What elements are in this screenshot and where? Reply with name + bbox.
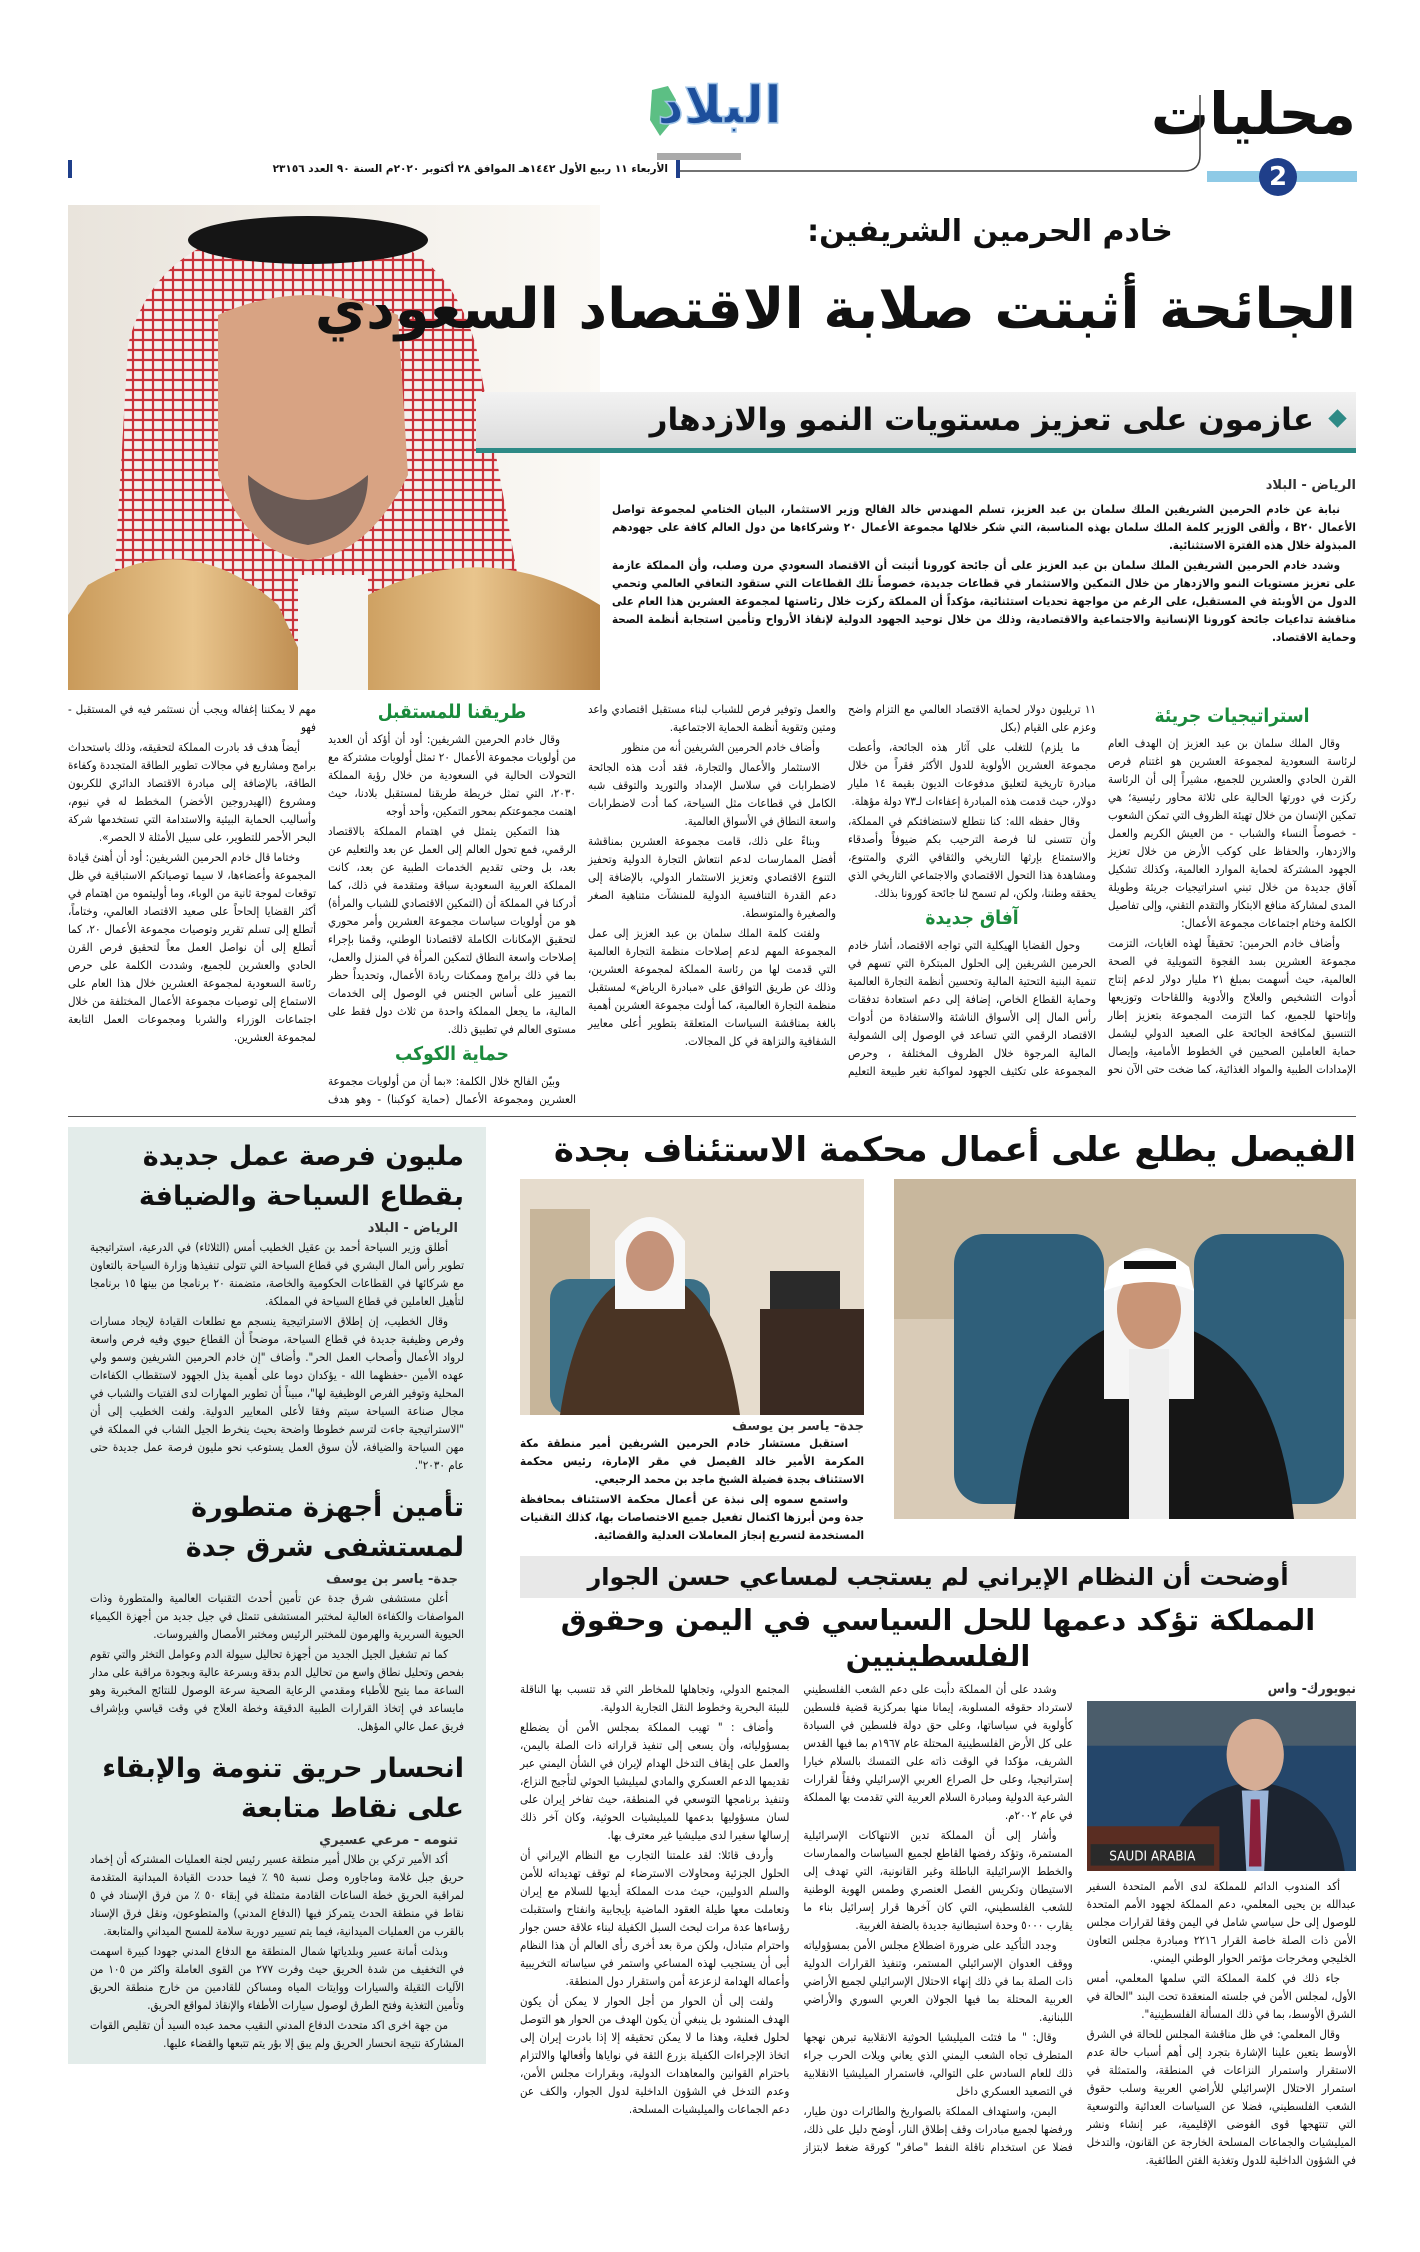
column-paragraph: هذا التمكين يتمثل في اهتمام المملكة بالاقتصاد الرقمي، فمع تحول العالم إلى العمل عن بعد والتعليم عن بعد، بل وحتى تقديم الخدمات الطبية عن بعد، كانت المملكة العربية السعودية سباقة ومتقدمة في ذلك، كما أدركنا في المملكة أن (التمكين الاقتصادي للشباب والمرأة) هو من أولويات سياسات مجموعة العشرين وأمر محوري لتحقيق الإمكانات الكاملة لاقتصادنا الوطني، وقمنا بإجراء إصلاحات واسعة النطاق لتمكين المرأة في المنزل والعمل، بما في ذلك برامج وممكنات ريادة الأعمال، وتحديداً حظر التمييز على أساس الجنس في الوصول إلى الخدمات المالية، ما يجعل المملكة واحدة من ثلاث دول فقط على مستوى العالم في تطبيق ذلك. xyxy=(328,824,576,1036)
headline-line: على نقاط متابعة xyxy=(241,1793,464,1824)
column-paragraph: أيضاً هدف قد بادرت المملكة لتحقيقه، وذلك باستحداث برامج ومشاريع في مجالات تطوير الطاقة المتجددة وكفاءة الطاقة، بالإضافة إلى مبادرة الاقتصاد الدائري للكربون ومشروع (الهيدروجين الأخضر) المخطط له في نيوم، وأساليب الحماية البيئية والاستدامة التي تستخدمها شركة البحر الأحمر للتطوير، على سبيل الأمثلة لا الحصر». xyxy=(68,740,316,844)
side-story-dateline: جدة- ياسر بن يوسف xyxy=(325,1572,458,1587)
logo-underbar xyxy=(657,153,741,160)
column-paragraph: أكد المندوب الدائم للمملكة لدى الأمم المتحدة السفير عبدالله بن يحيى المعلمي، دعم المملكة لجهود الأمم المتحدة للوصول إلى حل سياسي شامل في اليمن وفقا لقرارات مجلس الأمن ذات الصلة خاصة القرار ٢٢١٦ ومبادرة مجلس التعاون الخليجي ومخرجات مؤتمر الحوار الوطني اليمني. xyxy=(1086,1879,1356,1965)
column-subheading: حماية الكوكب xyxy=(395,1043,509,1065)
faisal-photo xyxy=(894,1179,1356,1519)
column-paragraph: وقال المعلمي: في ظل مناقشة المجلس للحالة في الشرق الأوسط يتعين علينا الإشارة بتجرد إلى أهم أسباب حالة عدم الاستقرار واستمرار النزاعات في المنطقة، والمتمثلة في استمرار الاحتلال الإسرائيلي للأراضي العربية وسلب حقوق الشعب الفلسطيني، فضلا عن السياسات العدائية والتوسعية التي تنتهجها قوى الفوضى الإقليمية، عبر إنشاء ونشر الميليشيات والجماعات المسلحة الخارجة عن القانون، والتدخل في الشؤون الداخلية للدول وتغذية الفتن الطائفية. xyxy=(1086,2027,1356,2167)
column-paragraph: وجدد التأكيد على ضرورة اضطلاع مجلس الأمن بمسؤولياته ووقف العدوان الإسرائيلي المستمر، وتنفيذ القرارات الدولية ذات الصلة بما في ذلك إنهاء الاحتلال الإسرائيلي لجميع الأراضي العربية المحتلة بما فيها الجولان العربي السوري والأراضي اللبنانية. xyxy=(803,1938,1073,2024)
column-subheading: طريقنا للمستقبل xyxy=(377,701,527,723)
column-paragraph: وختاما قال خادم الحرمين الشريفين: أود أن أهنئ قيادة المجموعة وأعضاءها، لا سيما توصياتكم الاستباقية في ظل توقعات لموجة ثانية من الوباء، وما أوليتموه من اهتمام في أكثر القضايا إلحاحاً على صعيد الاقتصاد العالمي، وختاماً، أتطلع إلى تسلم تقرير وتوصيات مجموعة الأعمال ٢٠، كما أتطلع إلى أن نواصل العمل معاً لتحقيق فرص القرن الحادي والعشرين للجميع، وشددت الكلمة على حرص رئاسة السعودية لمجموعة العشرين خلال هذا العام على الاستماع إلى توصيات مجموعة الأعمال المختلفة من خلال اجتماعات الوزراء والشربا ومجموعات العمل التابعة لمجموعة العشرين. xyxy=(68,850,316,1044)
faisal-row xyxy=(520,1179,1356,1546)
nameplate-text: SAUDI ARABIA xyxy=(1108,1849,1196,1865)
faisal-paragraph: استقبل مستشار خادم الحرمين الشريفين أمير منطقة مكة المكرمة الأمير خالد الفيصل في مقر الإمارة، رئيس محكمة الاستئناف بجدة فضيلة الشيخ ماجد بن محمد الرجيعي. xyxy=(520,1436,864,1486)
side-story-body xyxy=(90,1238,464,1474)
column-paragraph: وقال الملك سلمان بن عبد العزيز إن الهدف العام لرئاسة السعودية لمجموعة العشرين هو اغتنام فرص القرن الحادي والعشرين للجميع، مشيراً إلى أن الرئاسة ركزت في دورتها الحالية على ثلاثة محاور رئيسية؛ هي تمكين الإنسان من خلال تهيئة الظروف التي تمكن الشعوب - خصوصاً النساء والشباب - من العيش الكريم والعمل والازدهار، والحفاظ على كوكب الأرض من خلال تعزيز الجهود المشتركة لحماية الموارد العالمية، وكذلك تشكيل آفاق جديدة من خلال تبني استراتيجيات جريئة وطويلة المدى لمشاركة منافع الابتكار والتقدم التقني، وإلى تفاصيل الكلمة وختام اجتماعات مجموعة الأعمال: xyxy=(1108,736,1356,930)
yemen-kicker-band xyxy=(520,1556,1356,1598)
column-subheading: آفاق جديدة xyxy=(925,907,1019,929)
diamond-icon xyxy=(1328,409,1346,427)
faisal-guest-photo xyxy=(520,1179,864,1415)
column-paragraph: وقال خادم الحرمين الشريفين: أود أن أؤكد أن العديد من أولويات مجموعة الأعمال ٢٠ تمثل أولويات مشتركة مع التحولات الحالية في السعودية من خلال رؤية المملكة ٢٠٣٠، التي تمثل خريطة طريقنا لمستقبل بلادنا، حيث اهتمت مجموعتكم بمحور التمكين، وأحد أوجه xyxy=(328,732,577,818)
lower-section xyxy=(68,1127,1356,2169)
page-number: 2 xyxy=(1268,162,1288,192)
yemen-body-columns xyxy=(520,1680,1356,2169)
column-paragraph: الاستثمار والأعمال والتجارة، فقد أدت هذه الجائحة لاضطرابات في سلاسل الإمداد والتوريد والتوقف شبه الكامل في قطاعات مثل السياحة، كما أدت لاضطرابات واسعة النطاق في الأسواق العالمية. xyxy=(588,760,836,828)
lead-headline: الجائحة أثبتت صلابة الاقتصاد السعودي xyxy=(314,277,1356,342)
faisal-headline: الفيصل يطلع على أعمال محكمة الاستئناف بجدة xyxy=(553,1130,1356,1170)
side-story-headline xyxy=(90,1749,464,1829)
column-paragraph: ولفتت كلمة الملك سلمان بن عبد العزيز إلى عمل المجموعة المهم لدعم إصلاحات منظمة التجارة العالمية التي قدمت لها من رئاسة المملكة لمجموعة العشرين، وذلك عن طريق التوافق على «مبادرة الرياض» لمستقبل منظمة التجارة العالمية، كما أولت مجموعة العشرين أهمية بالغة بمناقشة السياسات المتعلقة بتطوير أعلى معايير الشفافية والنزاهة في كل المجالات. xyxy=(588,926,836,1048)
column-paragraph: وقال: " ما فتئت الميليشيا الحوثية الانقلابية تبرهن نهجها المتطرف تجاه الشعب اليمني الذي يعاني ويلات الحرب جراء ذلك للعام السادس على التوالي، فاستمرار الميليشيا الانقلابية في التصعيد العسكري داخل xyxy=(803,2030,1073,2098)
lead-subheadline-band xyxy=(476,392,1356,453)
lead-intro-paragraph: وشدد خادم الحرمين الشريفين الملك سلمان بن عبد العزيز على أن جائحة كورونا أثبتت أن الاقتصاد السعودي مرن وصلب، وأن المملكة عازمة على تعزيز مستويات النمو والازدهار من خلال التمكين والاستثمار في قطاعات جديدة، خصوصاً تلك القطاعات التي ستقود التعافي العالمي وتحمي الدول من الأوبئة في المستقبل، على الرغم من مواجهة تحديات استثنائية، مؤكداً أن المملكة ركزت خلال رئاستها لمجموعة العشرين هذا العام على مناقشة تداعيات جائحة كورونا الإنسانية والاجتماعية والاقتصادية، وذلك من خلال توحيد الجهود الدولية لإنقاذ الأرواح وتأمين استجابة أنظمة الصحة وحماية الاقتصاد. xyxy=(612,558,1356,644)
side-story-dateline: تنومه - مرعي عسيري xyxy=(319,1833,458,1848)
side-story-paragraph: من جهة اخرى اكد متحدث الدفاع المدني النقيب محمد عبده السيد أن تقليص القوات المشاركة نتيجة انحسار الحريق ولم يبق إلا بؤر يتم تتبعها والقضاء عليها. xyxy=(90,2018,464,2050)
headline-line: لمستشفى شرق جدة xyxy=(185,1532,464,1563)
column-paragraph: وحول القضايا الهيكلية التي تواجه الاقتصاد، أشار خادم الحرمين الشريفين إلى الحلول المبتكرة التي تسهم في تنمية البنية التحتية المالية وتحسين أنظمة التجارة العالمية وحماية القطاع الخاص، إضافة إلى دعم استعادة تدفقات رأس المال إلى الأسواق الناشئة والاستفادة من أدوات الاقتصاد الرقمي التي تساعد في الوصول إلى الشمولية المالية المرجوة خلال الظروف المختلفة ، وحرص المجموعة على تكثيف الجهود لمواكبة تغير طبيعة التعليم والعمل وتوفير فرص للشباب لبناء مستقبل اقتصادي واعد ومتين وتقوية أنظمة الحماية الاجتماعية. xyxy=(588,702,1096,1078)
yemen-kicker: أوضحت أن النظام الإيراني لم يستجب لمساعي حسن الجوار xyxy=(587,1563,1289,1591)
side-story-dateline: الرياض - البلاد xyxy=(367,1221,458,1236)
headline-line: مليون فرصة عمل جديدة xyxy=(142,1141,464,1172)
faisal-body xyxy=(520,1434,864,1544)
logo-text: البلاد xyxy=(657,76,782,136)
lead-intro xyxy=(612,500,1356,648)
side-story-paragraph: وقال الخطيب، إن إطلاق الاستراتيجية ينسجم مع تطلعات القيادة لإيجاد مسارات وفرص وظيفية جديدة في قطاع السياحة، موضحاً أن القطاع حيوي وفيه فرص واسعة لرواد الأعمال وأصحاب العمل الحر". وأضاف "إن خادم الحرمين الشريفين وسمو ولي عهده الأمين -حفظهما الله - يؤكدان دوما على أهمية بذل الجهود لاستقطاب الكفاءات المحلية وتوفير الفرص الوظيفية لها"، مبيناً أن تطوير المهارات لدى الفتيات والشباب في مجال صناعة السياحة سيتم وفقا لأعلى المعايير الدولية. ولفت الخطيب إلى أن "الاستراتيجية جاءت لترسم خطوطا واضحة بحيث ينخرط الجيل الشاب في المملكة في مهن السياحة والضيافة، لأن سوق العمل يستوعب نحو مليون فرصة عمل جديدة حتى عام ٢٠٣٠". xyxy=(90,1314,464,1472)
side-story-paragraph: وبذلت أمانة عسير وبلدياتها شمال المنطقة مع الدفاع المدني جهودا كبيرة اسهمت في التخفيف من شدة الحريق حيث وفرت ٢٧٧ من القوى العاملة واكثر من ١٠٥ من الآليات الثقيلة والسيارات ووايتات المياه ومساكن للقادمين من خارج منطقة الحريق وتأمين التغذية وفتح الطرق لوصول سيارات الأطفاء والإنقاذ لمواقع الحريق. xyxy=(90,1944,464,2012)
yemen-headline: المملكة تؤكد دعمها للحل السياسي في اليمن وحقوق الفلسطينيين xyxy=(560,1603,1316,1673)
side-news-box xyxy=(68,1127,486,2064)
column-paragraph: وأشار إلى أن المملكة تدين الانتهاكات الإسرائيلية المستمرة، وتؤكد رفضها القاطع لجميع السياسات والممارسات والخطط الإسرائيلية الباطلة وغير القانونية، التي تهدف إلى الاستيطان وتكريس الفصل العنصري وطمس الهوية الوطنية للشعب الفلسطيني، التي كان آخرها قرار إسرائيل بناء ما يقارب ٥٠٠٠ وحدة استيطانية جديدة بالضفة الغربية. xyxy=(803,1828,1073,1932)
side-story-paragraph: كما تم تشغيل الجيل الجديد من أجهزة تحاليل سيولة الدم وعوامل التخثر والتي تقوم بفحص وتحليل نطاق واسع من تحاليل الدم بدقة وبسرعة عالية وبجودة مراقبة على مدار الساعة مما يتيح للأطباء ومقدمي الرعاية الصحية سرعة الوصول للنتائج المخبرية وهو مايساعد في إتخاذ القرارات الطبية الدقيقة وخطة العلاج في وقت قياسي وبإشراف فريق عمل عالي المؤهل. xyxy=(90,1647,464,1733)
issue-dateline-bar xyxy=(68,160,680,178)
section-divider xyxy=(68,1116,1356,1117)
column-paragraph: ولفت إلى أن الحوار من أجل الحوار لا يمكن أن يكون الهدف المنشود بل ينبغي أن يكون الهدف من الحوار هو التوصل لحلول فعلية، وهذا ما لا يمكن تحقيقه إلا إذا بادرت إيران إلى اتخاذ الإجراءات الكفيلة بزرع الثقة في نواياها وأفعالها والالتزام باحترام القوانين والمعاهدات الدولية، وبقرارات مجلس الأمن، وعدم التدخل في الشؤون الداخلية لدول الجوار، والكف عن دعم الجماعات والميليشيات المسلحة. xyxy=(520,1994,790,2116)
side-story-paragraph: أعلن مستشفى شرق جدة عن تأمين أحدث التقنيات العالمية والمتطورة وذات المواصفات والكفاءة العالية لمختبر المستشفى تتمثل في جيل جديد من أجهزة الكيمياء الحيوية السريرية والهرمون للمختبر الرئيس ومختبر الأمصال والفيروسات. xyxy=(90,1591,464,1641)
page-number-badge xyxy=(1259,158,1297,196)
headline-line: بقطاع السياحة والضيافة xyxy=(138,1181,464,1212)
faisal-dateline: جدة- ياسر بن يوسف xyxy=(731,1419,864,1434)
column-paragraph: جاء ذلك في كلمة المملكة التي سلمها المعلمي، أمس الأول، لمجلس الأمن في جلسته المنعقدة تحت البند "الحالة في الشرق الأوسط، بما في ذلك المسألة الفلسطينية". xyxy=(1086,1971,1356,2021)
side-story-paragraph: أكد الأمير تركي بن طلال أمير منطقة عسير رئيس لجنة العمليات المشتركه أن إخماد حريق جبل غلامة وماجاوره وصل نسبة ٩٥ ٪ فيما حددت القيادة الميدانية المتقدمة لمراقبة الحريق خطة الساعات القادمة متمثلة في إبقاء ٥٠ ٪ من فرق الإسناد في ٥ نقاط في منطقة الحدث يتمركز فيها (الدفاع المدني) والمتطوعون، ونقل فرق الإسناد بالقرب من العمليات الميدانية، فيما يتم تسيير دورية سلامة للمسح الميداني والمتابعة. xyxy=(90,1852,464,1938)
faisal-paragraph: واستمع سموه إلى نبذة عن أعمال محكمة الاستئناف بمحافظة جدة ومن أبرزها اكتمال تفعيل جميع الاختصاصات بها، كذلك التقنيات المستخدمة لتسريع إنجاز المعاملات العدلية والقضائية. xyxy=(520,1492,864,1542)
top-zone xyxy=(0,0,1420,700)
side-story-body xyxy=(90,1850,464,2052)
lead-dateline: الرياض - البلاد xyxy=(1265,478,1356,493)
page-bottom-spacer xyxy=(0,2169,1420,2177)
column-paragraph: وبيّن الفالح خلال الكلمة: «بما أن من أولويات مجموعة العشرين ومجموعة الأعمال (حماية كوكبنا) - وهو هدف مهم لا يمكننا إغفاله ويجب أن نستثمر فيه في المستقبل - فهو xyxy=(68,702,576,1106)
issue-dateline: الأربعاء ١١ ربيع الأول ١٤٤٢هـ الموافق ٢٨ أكتوبر ٢٠٢٠م السنة ٩٠ العدد ٢٣١٥٦ xyxy=(272,163,668,175)
column-paragraph: وقال حفظه الله: كنا نتطلع لاستضافتكم في المملكة، وأن تتسنى لنا فرصة الترحيب بكم ضيوفاً وأصدقاء والاستمتاع بإرثها التاريخي والثقافي الثري والمتنوع، ومشاهدة هذا التحول الاقتصادي والاجتماعي التاريخي الذي يحققه وطننا، ولكن، لم تسمح لنا جائحة كورونا بذلك. xyxy=(848,814,1096,900)
section-title: محليات xyxy=(1150,80,1356,148)
un-delegate-photo xyxy=(1087,1701,1356,1871)
column-subheading: استراتيجيات جريئة xyxy=(1154,705,1310,727)
headline-line: تأمين أجهزة متطورة xyxy=(191,1492,464,1523)
column-paragraph: وبناءً على ذلك، قامت مجموعة العشرين بمناقشة أفضل الممارسات لدعم انتعاش التجارة الدولية وتحفيز التنوع الاقتصادي وتعزيز الاستثمار الدولي، بالإضافة إلى دعم القدرة التنافسية الدولية للمنشآت متناهية الصغر والصغيرة والمتوسطة. xyxy=(588,834,836,920)
yemen-dateline: نيويورك- واس xyxy=(1267,1681,1356,1697)
column-paragraph: وأضاف خادم الحرمين: تحقيقاً لهذه الغايات، التزمت مجموعة العشرين بسد الفجوة التمويلية في الصحة العالمية، حيث أسهمت بمبلغ ٢١ مليار دولار لدعم إنتاج أدوات التشخيص والعلاج والأدوية واللقاحات وتوزيعها وإتاحتها للجميع، كما التزمت المجموعة بتعزيز إطار التنسيق لمكافحة الجائحة على الصعيد الدولي ليشمل حماية العاملين الصحيين في الخطوط الأمامية، وإيصال الإمدادات الطبية والمواد الغذائية، كما ضخت حتى الآن نحو ١١ تريليون دولار لحماية الاقتصاد العالمي مع التزام واضح وعزم على القيام (بكل xyxy=(848,702,1356,1076)
column-paragraph: اليمن، واستهداف المملكة بالصواريخ والطائرات دون طيار، ورفضها لجميع مبادرات وقف إطلاق النار، أوضح دليل على ذلك، فضلا عن استخدام ناقلة النفط "صافر" كورقة ضغط لابتزاز المجتمع الدولي، وتجاهلها للمخاطر التي قد تتسبب بها الناقلة للبيئة البحرية وخطوط النقل التجارية الدولية. xyxy=(520,1682,1073,2154)
side-story-paragraph: أطلق وزير السياحة أحمد بن عقيل الخطيب أمس (الثلاثاء) في الدرعية، استراتيجية تطوير رأس المال البشري في قطاع السياحة التي تتولى تنفيذها وزارة السياحة بالتعاون مع شركائها في القطاعات الحكومية والخاصة، متضمنة ٢٠ برنامجا من بينها ١٥ برنامجا لتأهيل العاملين في قطاع السياحة في المملكة. xyxy=(90,1240,464,1308)
side-story-body xyxy=(90,1589,464,1735)
column-paragraph: وأردف قائلا: لقد علمتنا التجارب مع النظام الإيراني أن الحلول الجزئية ومحاولات الاسترضاء لم توقف تهديداته للأمن والسلم الدوليين، حيث مدت المملكة أيديها للسلام مع إيران وتعاملت معها طيلة العقود الماضية بإيجابية وانفتاح واستقبلت رؤساءها عدة مرات لبحث السبل الكفيلة لبناء علاقة حسن جوار واحترام متبادل، ولكن مرة بعد أخرى رأى العالم أن هذا النظام أبى أن يستجيب لهذه المساعي واستمر في سياساته التخريبية وأعماله الهدامة لزعزعة أمن واستقرار دول المنطقة. xyxy=(520,1848,790,1988)
column-paragraph: ما يلزم) للتغلب على آثار هذه الجائحة، وأعطت مجموعة العشرين الأولوية للدول الأكثر فقراً من خلال مبادرة تاريخية لتعليق مدفوعات الديون بقيمة ١٤ مليار دولار، حيث قدمت هذه المبادرة إعفاءات لـ٧٣ دولة مؤهلة. xyxy=(848,740,1096,808)
side-story-headline xyxy=(90,1137,464,1217)
side-story-headline xyxy=(90,1488,464,1568)
newspaper-logo xyxy=(630,76,790,162)
lead-intro-paragraph: نيابة عن خادم الحرمين الشريفين الملك سلمان بن عبد العزيز، تسلم المهندس خالد الفالح وزير الاستثمار، البيان الختامي لمجموعة تواصل الأعمال B٢٠ ، وألقى الوزير كلمة الملك سلمان بهذه المناسبة، التي شكر خلالها مجموعة الأعمال ٢٠ وشركاءها من دول العالم كافة على جهودهم المبذولة خلال هذه الفترة الاستثنائية. xyxy=(612,502,1356,552)
lead-body-columns xyxy=(68,700,1356,1108)
headline-line: انحسار حريق تنومة والإبقاء xyxy=(102,1753,464,1784)
column-paragraph: وشدد على أن المملكة دأبت على دعم الشعب الفلسطيني لاسترداد حقوقه المسلوبة، إيمانا منها بمركزية قضية فلسطين كأولوية في سياساتها، وعلى حق دولة فلسطين في السيادة على كل الأرض الفلسطينية المحتلة عام ١٩٦٧م بما فيها القدس الشريف، مؤكدا في الوقت ذاته على التمسك بالسلام خيارا إستراتيجيا، وعلى حل الصراع العربي الإسرائيلي وفقاً لقرارات الشرعية الدولية ومبادرة السلام العربية التي تقدمت بها المملكة في عام ٢٠٠٢م. xyxy=(803,1682,1073,1822)
lead-kicker: خادم الحرمين الشريفين: xyxy=(807,214,1173,249)
lead-subheadline: عازمون على تعزيز مستويات النمو والازدهار xyxy=(649,402,1314,438)
faisal-caption-block xyxy=(520,1179,864,1546)
right-section xyxy=(520,1127,1356,2169)
column-paragraph: وأضاف : " تهيب المملكة بمجلس الأمن أن يضطلع بمسؤولياته، وأن يسعى إلى تنفيذ قراراته ذات الصلة باليمن، والعمل على إيقاف التدخل الهدام لإيران في الشأن اليمني عبر تقديمها الدعم العسكري والمادي لميليشيا الحوثي لتأجيج النزاع، وتنفيذ برنامجها التوسعي في المنطقة، حيث تفاخر إيران على لسان مسؤوليها بدعمها للميليشيات الحوثية، وكان آخر ذلك إرسالها سفيرا لدى ميليشيا غير معترف بها. xyxy=(520,1720,790,1842)
column-paragraph: وأضاف خادم الحرمين الشريفين أنه من منظور xyxy=(621,740,820,754)
